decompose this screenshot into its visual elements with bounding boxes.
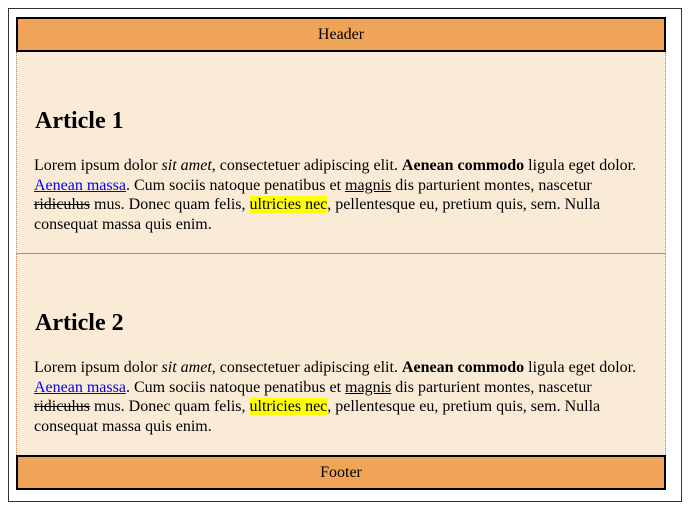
body-text: dis parturient montes, nascetur bbox=[391, 378, 592, 396]
body-highlight: ultricies nec bbox=[249, 196, 328, 213]
body-emphasis: sit amet bbox=[161, 157, 212, 174]
article-1 bbox=[16, 52, 666, 254]
body-link[interactable]: Aenean massa bbox=[34, 378, 126, 396]
body-strikethrough: ridiculus bbox=[34, 398, 90, 415]
body-text: . Cum sociis natoque penatibus et bbox=[125, 176, 346, 194]
body-highlight: ultricies nec bbox=[249, 398, 328, 415]
body-text: Lorem ipsum dolor bbox=[34, 359, 162, 376]
body-strikethrough: ridiculus bbox=[34, 196, 90, 213]
body-text: mus. Donec quam felis, bbox=[90, 196, 250, 213]
body-text: , consectetuer adipiscing elit. bbox=[211, 359, 402, 376]
page-layout bbox=[16, 17, 666, 490]
header-label: Header bbox=[317, 26, 365, 43]
body-text: ligula eget dolor. bbox=[524, 359, 637, 376]
body-underline: magnis bbox=[345, 378, 392, 396]
article-title: Article 2 bbox=[35, 310, 124, 336]
body-strong: Aenean commodo bbox=[401, 359, 525, 376]
body-text: dis parturient montes, nascetur bbox=[391, 176, 592, 194]
body-text: . Cum sociis natoque penatibus et bbox=[125, 378, 346, 396]
body-strong: Aenean commodo bbox=[401, 157, 525, 174]
article-body bbox=[34, 358, 644, 436]
article-2 bbox=[16, 254, 666, 455]
body-link[interactable]: Aenean massa bbox=[34, 176, 126, 194]
body-emphasis: sit amet bbox=[161, 359, 212, 376]
page-footer bbox=[16, 455, 666, 490]
body-text: , pellentesque eu, pretium quis, sem. Nulla consequat massa quis enim. bbox=[34, 196, 601, 233]
body-text: , pellentesque eu, pretium quis, sem. Nulla consequat massa quis enim. bbox=[34, 398, 601, 435]
body-text: mus. Donec quam felis, bbox=[90, 398, 250, 415]
body-text: Lorem ipsum dolor bbox=[34, 157, 162, 174]
article-body bbox=[34, 156, 644, 234]
body-text: , consectetuer adipiscing elit. bbox=[211, 157, 402, 174]
article-title: Article 1 bbox=[35, 108, 124, 134]
body-underline: magnis bbox=[345, 176, 392, 194]
footer-label: Footer bbox=[320, 464, 362, 481]
body-text: ligula eget dolor. bbox=[524, 157, 637, 174]
page-header bbox=[16, 17, 666, 52]
